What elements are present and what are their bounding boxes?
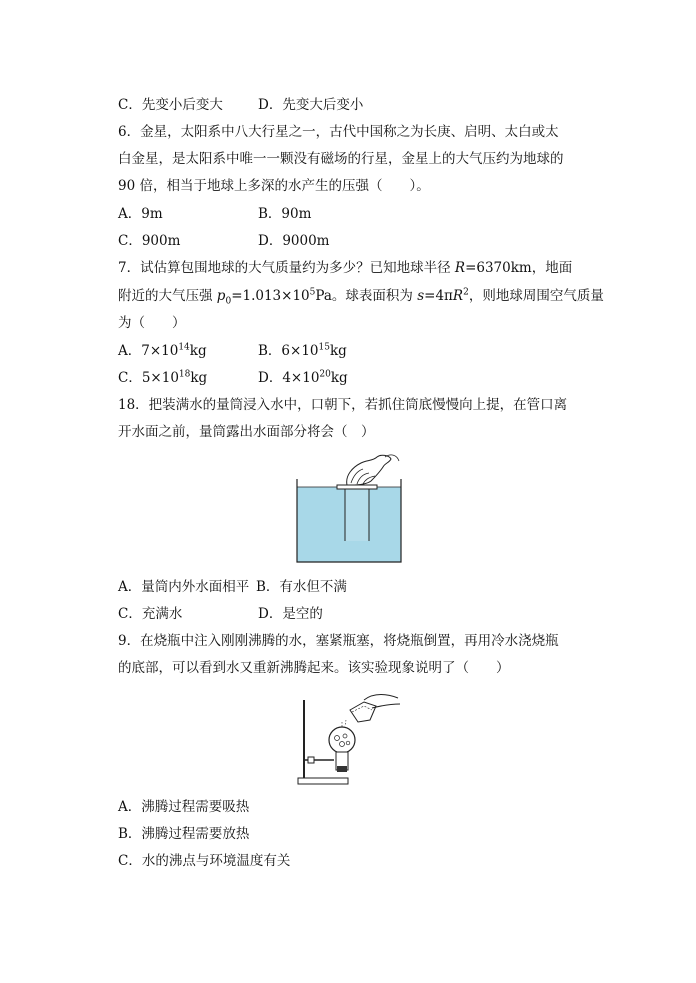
flask-experiment-figure bbox=[294, 688, 404, 788]
q7-option-a: A．$7\times 10^{14}kg$ bbox=[118, 342, 207, 359]
q6-option-d: D．9000m bbox=[258, 233, 330, 249]
q6-option-b: B．90m bbox=[258, 206, 312, 222]
q7-stem-line1: 7．试估算包围地球的大气质量约为多少？已知地球半径 R=6370km，地面 bbox=[118, 260, 573, 276]
water-stream bbox=[345, 720, 346, 726]
q7-option-b: B．$6\times 10^{15}kg$ bbox=[258, 342, 347, 359]
q18-stem-line2: 开水面之前，量筒露出水面部分将会（ ） bbox=[118, 424, 375, 440]
pouring-beaker bbox=[350, 702, 376, 722]
q7-option-c: C．$5\times 10^{18}kg$ bbox=[118, 369, 208, 386]
q9-stem-line1: 9．在烧瓶中注入刚刚沸腾的水，塞紧瓶塞，将烧瓶倒置，再用冷水浇烧瓶 bbox=[118, 633, 559, 649]
q18-option-a: A．量筒内外水面相平 bbox=[118, 579, 250, 595]
q18-option-c: C．充满水 bbox=[118, 606, 183, 622]
q18-option-d: D．是空的 bbox=[258, 606, 323, 622]
pouring-hand bbox=[364, 695, 398, 701]
inverted-flask-bulb bbox=[329, 727, 355, 753]
cylinder-base bbox=[337, 485, 377, 489]
cylinder-body bbox=[345, 481, 369, 541]
q9-stem-line2: 的底部，可以看到水又重新沸腾起来。该实验现象说明了（ ） bbox=[118, 660, 510, 676]
q6-stem-line2: 白金星，是太阳系中唯一一颗没有磁场的行星，金星上的大气压约为地球的 bbox=[118, 151, 564, 167]
q9-option-b: B．沸腾过程需要放热 bbox=[118, 826, 250, 842]
q9-option-a: A．沸腾过程需要吸热 bbox=[118, 799, 250, 815]
q5-option-c: C．先变小后变大 bbox=[118, 97, 223, 113]
q7-option-d: D．$4\times 10^{20}kg$ bbox=[258, 369, 348, 386]
stand-base bbox=[298, 778, 348, 784]
q18-stem-line1: 18．把装满水的量筒浸入水中，口朝下，若抓住筒底慢慢向上提，在管口离 bbox=[118, 397, 568, 413]
q6-stem-line1: 6．金星，太阳系中八大行星之一，古代中国称之为长庚、启明、太白或太 bbox=[118, 124, 559, 140]
q18-option-b: B．有水但不满 bbox=[256, 579, 347, 595]
stopper bbox=[337, 766, 347, 772]
q6-option-a: A．9m bbox=[118, 206, 163, 222]
cylinder-in-water-figure bbox=[291, 449, 411, 569]
q7-stem-line3: 为（ ） bbox=[118, 315, 186, 331]
q9-option-c: C．水的沸点与环境温度有关 bbox=[118, 853, 291, 869]
clamp-boss bbox=[308, 757, 314, 763]
q5-option-d: D．先变大后变小 bbox=[258, 97, 364, 113]
hand-illustration bbox=[347, 455, 391, 485]
q6-stem-line3: 90 倍，相当于地球上多深的水产生的压强（ ）。 bbox=[118, 178, 430, 194]
q7-stem-line2: 附近的大气压强 $p_0=1.013\times 10^5Pa$。球表面积为 $s=4\pi R^2$，则地球周围空气质量 bbox=[118, 287, 604, 307]
q6-option-c: C．900m bbox=[118, 233, 181, 249]
